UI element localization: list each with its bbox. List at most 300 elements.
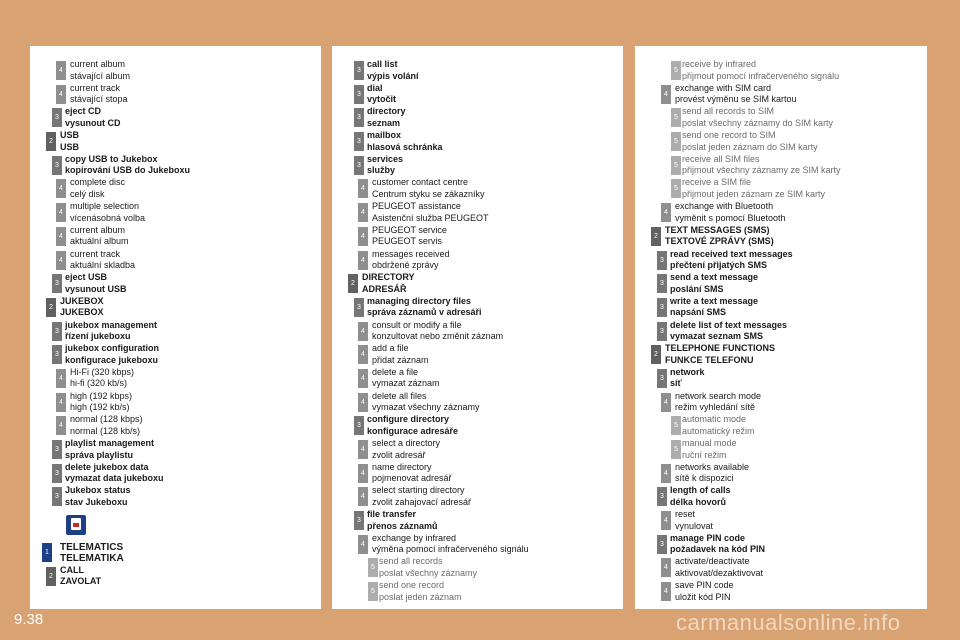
menu-item (635, 153, 927, 177)
menu-item (332, 437, 623, 461)
menu-item (332, 105, 623, 129)
menu-item (30, 564, 321, 588)
czech-label: přenos záznamů (367, 520, 438, 531)
czech-label: vymazat seznam SMS (670, 331, 764, 342)
czech-label: požadavek na kód PIN (670, 544, 766, 555)
level-badge: 4 (358, 322, 368, 341)
menu-item (635, 200, 927, 224)
menu-item-text (367, 130, 443, 153)
czech-label: přijmout všechny záznamy ze SIM karty (682, 165, 841, 176)
english-label: USB (60, 130, 80, 141)
czech-label: konfigurace jukeboxu (65, 354, 159, 365)
level-badge: 4 (358, 464, 368, 483)
english-label: TEXT MESSAGES (SMS) (665, 224, 770, 235)
czech-label: Asistenční služba PEUGEOT (372, 212, 489, 223)
menu-item (635, 508, 927, 532)
czech-label: aktuální album (70, 236, 129, 247)
menu-item (30, 224, 321, 248)
english-label: DIRECTORY (362, 272, 415, 283)
level-badge: 3 (657, 487, 667, 506)
english-label: consult or modify a file (372, 319, 462, 330)
level-badge: 1 (42, 543, 52, 562)
menu-item-text (372, 343, 429, 366)
menu-item (332, 366, 623, 390)
menu-item-text (372, 485, 471, 508)
english-label: send a text message (670, 272, 759, 283)
czech-label: obdržené zprávy (372, 260, 439, 270)
level-badge: 3 (52, 464, 62, 483)
english-label: multiple selection (70, 201, 140, 212)
czech-label: správa záznamů v adresáři (367, 307, 482, 318)
menu-item (635, 224, 927, 248)
menu-item-text (372, 462, 452, 485)
page-number: 9.38 (14, 611, 44, 628)
czech-label: ADRESÁŘ (362, 283, 407, 294)
czech-label: celý disk (70, 188, 105, 199)
menu-item (635, 319, 927, 343)
menu-item (635, 342, 927, 366)
menu-item (30, 319, 321, 343)
menu-item (30, 461, 321, 485)
english-label: delete jukebox data (65, 461, 149, 472)
czech-label: konfigurace adresáře (367, 425, 459, 436)
menu-item (30, 129, 321, 153)
menu-item-text (65, 343, 159, 366)
english-label: current album (70, 224, 126, 235)
english-label: exchange with Bluetooth (675, 201, 774, 212)
english-label: customer contact centre (372, 177, 469, 188)
menu-item (635, 366, 927, 390)
czech-label: aktivovat/dezaktivovat (675, 567, 764, 578)
english-label: networks available (675, 461, 750, 472)
czech-label: zvolit adresář (372, 449, 426, 460)
level-badge: 5 (671, 440, 681, 459)
level-badge: 5 (671, 132, 681, 151)
menu-item (30, 105, 321, 129)
menu-item-text (60, 565, 101, 588)
menu-tree (635, 58, 927, 603)
level-badge: 4 (358, 369, 368, 388)
english-label: file transfer (367, 509, 417, 520)
czech-label: normal (128 kb/s) (70, 425, 141, 436)
level-badge: 4 (358, 487, 368, 506)
menu-item-text (372, 249, 450, 272)
czech-label: sítě k dispozici (675, 473, 734, 484)
menu-item-text (70, 225, 129, 248)
menu-item-text (675, 83, 797, 106)
czech-label: Centrum styku se zákazníky (372, 188, 485, 199)
menu-item (332, 319, 623, 343)
czech-label: poslání SMS (670, 283, 724, 294)
menu-item-text (70, 83, 128, 106)
menu-item-text (60, 296, 104, 319)
level-badge: 4 (56, 203, 66, 222)
czech-label: TELEMATIKA (60, 553, 124, 565)
english-label: delete a file (372, 366, 419, 377)
menu-item (30, 413, 321, 437)
czech-label: TEXTOVÉ ZPRÁVY (SMS) (665, 236, 774, 247)
english-label: write a text message (670, 295, 759, 306)
czech-label: vícenásobná volba (70, 212, 146, 223)
menu-item-text (670, 296, 758, 319)
menu-item-text (682, 130, 818, 153)
menu-column-1 (30, 46, 321, 609)
english-label: PEUGEOT service (372, 224, 447, 235)
english-label: playlist management (65, 438, 155, 448)
menu-item-text (372, 225, 447, 248)
menu-item-text (65, 154, 190, 177)
menu-item (635, 461, 927, 485)
english-label: reset (675, 509, 696, 520)
menu-item (332, 579, 623, 603)
menu-item (635, 437, 927, 461)
czech-label: kopírování USB do Jukeboxu (65, 165, 191, 176)
menu-item-text (367, 106, 406, 129)
english-label: receive a SIM file (682, 177, 752, 188)
english-label: call list (367, 59, 398, 69)
menu-item-text (70, 367, 134, 390)
english-label: select starting directory (372, 485, 465, 496)
menu-column-3 (635, 46, 927, 609)
menu-item (332, 532, 623, 556)
menu-item (332, 508, 623, 532)
level-badge: 4 (56, 369, 66, 388)
menu-item (332, 271, 623, 295)
menu-item (635, 105, 927, 129)
level-badge: 4 (358, 203, 368, 222)
menu-item-text (70, 391, 132, 414)
menu-item (30, 153, 321, 177)
czech-label: hlasová schránka (367, 141, 443, 152)
czech-label: aktuální skladba (70, 260, 136, 270)
english-label: normal (128 kbps) (70, 414, 143, 425)
english-label: length of calls (670, 485, 731, 496)
english-label: TELEPHONE FUNCTIONS (665, 343, 776, 354)
menu-item-text (670, 249, 793, 272)
czech-label: správa playlistu (65, 449, 134, 460)
level-badge: 4 (358, 251, 368, 270)
czech-label: délka hovorů (670, 496, 727, 507)
level-badge: 4 (56, 227, 66, 246)
level-badge: 4 (661, 203, 671, 222)
menu-item (635, 271, 927, 295)
menu-item-text (60, 130, 79, 153)
level-badge: 4 (358, 535, 368, 554)
czech-label: vymazat záznam (372, 378, 440, 389)
menu-item-text (367, 509, 438, 532)
english-label: network search mode (675, 390, 762, 401)
level-badge: 3 (354, 85, 364, 104)
level-badge: 4 (56, 61, 66, 80)
english-label: save PIN code (675, 580, 734, 591)
czech-label: přidat záznam (372, 354, 429, 365)
menu-item (635, 484, 927, 508)
menu-item (635, 82, 927, 106)
level-badge: 3 (657, 369, 667, 388)
menu-item-text (367, 154, 403, 177)
menu-item (332, 82, 623, 106)
menu-item-text (665, 343, 775, 366)
level-badge: 4 (661, 558, 671, 577)
menu-item-text (65, 320, 157, 343)
level-badge: 3 (52, 487, 62, 506)
english-label: high (192 kbps) (70, 390, 133, 401)
level-badge: 3 (657, 298, 667, 317)
menu-item (30, 248, 321, 272)
menu-item (635, 555, 927, 579)
czech-label: výpis volání (367, 70, 419, 81)
english-label: current track (70, 82, 121, 93)
level-badge: 3 (52, 274, 62, 293)
level-badge: 2 (46, 132, 56, 151)
english-label: delete list of text messages (670, 319, 788, 330)
english-label: delete all files (372, 390, 427, 401)
czech-label: vytočit (367, 94, 397, 105)
menu-item-text (682, 177, 825, 200)
english-label: receive by infrared (682, 59, 757, 69)
czech-label: poslat jeden záznam (379, 591, 462, 602)
menu-item (332, 342, 623, 366)
english-label: read received text messages (670, 248, 793, 259)
czech-label: přijmout pomocí infračerveného signálu (682, 70, 840, 81)
czech-label: uložit kód PIN (675, 591, 731, 602)
level-badge: 3 (354, 298, 364, 317)
menu-item (30, 437, 321, 461)
level-badge: 4 (358, 179, 368, 198)
level-badge: 5 (671, 416, 681, 435)
english-label: current album (70, 59, 126, 69)
menu-item-text (682, 154, 841, 177)
menu-item-text (682, 438, 737, 461)
level-badge: 4 (56, 179, 66, 198)
menu-item (332, 129, 623, 153)
menu-item-text (372, 320, 503, 343)
menu-item (635, 390, 927, 414)
menu-item (635, 248, 927, 272)
menu-item-text (372, 533, 529, 556)
menu-item (332, 555, 623, 579)
english-label: select a directory (372, 438, 441, 448)
level-badge: 4 (56, 85, 66, 104)
menu-item-text (670, 533, 765, 556)
menu-item (332, 224, 623, 248)
level-badge: 2 (348, 274, 358, 293)
menu-item (332, 484, 623, 508)
english-label: managing directory files (367, 295, 472, 306)
level-badge: 4 (358, 345, 368, 364)
level-badge: 3 (52, 322, 62, 341)
english-label: send one record to SIM (682, 130, 776, 141)
czech-label: vyměnit s pomocí Bluetooth (675, 212, 786, 223)
level-badge: 4 (56, 251, 66, 270)
english-label: directory (367, 106, 406, 117)
level-badge: 4 (661, 511, 671, 530)
czech-label: služby (367, 165, 396, 176)
czech-label: řízení jukeboxu (65, 331, 131, 342)
menu-item-text (65, 272, 127, 295)
level-badge: 5 (671, 156, 681, 175)
english-label: PEUGEOT assistance (372, 201, 461, 212)
english-label: name directory (372, 461, 432, 472)
menu-item-text (367, 296, 482, 319)
menu-item-text (670, 367, 705, 390)
english-label: TELEMATICS (60, 542, 124, 554)
czech-label: poslat všechny záznamy do SIM karty (682, 117, 834, 128)
level-badge: 3 (52, 440, 62, 459)
english-label: eject CD (65, 106, 102, 117)
english-label: automatic mode (682, 414, 747, 425)
menu-item-text (372, 367, 440, 390)
czech-label: provést výměnu se SIM kartou (675, 94, 797, 105)
menu-item (30, 390, 321, 414)
menu-item (332, 58, 623, 82)
menu-item (635, 413, 927, 437)
menu-item-text (65, 462, 164, 485)
czech-label: síť (670, 378, 682, 389)
menu-item-text (379, 580, 462, 603)
english-label: send all records to SIM (682, 106, 775, 117)
czech-label: JUKEBOX (60, 307, 104, 318)
english-label: jukebox management (65, 319, 158, 330)
menu-item-text (675, 391, 761, 414)
english-label: copy USB to Jukebox (65, 153, 158, 164)
english-label: eject USB (65, 272, 108, 283)
english-label: complete disc (70, 177, 126, 188)
english-label: current track (70, 248, 121, 259)
level-badge: 3 (354, 108, 364, 127)
menu-item (332, 248, 623, 272)
english-label: manual mode (682, 438, 737, 448)
level-badge: 3 (354, 61, 364, 80)
english-label: configure directory (367, 414, 450, 425)
watermark: carmanualsonline.info (676, 610, 901, 635)
level-badge: 5 (368, 558, 378, 577)
menu-item-text (70, 177, 125, 200)
menu-item (635, 129, 927, 153)
english-label: Jukebox status (65, 485, 131, 496)
menu-item-text (70, 201, 145, 224)
czech-label: stávající stopa (70, 94, 128, 105)
menu-item (635, 532, 927, 556)
czech-label: přijmout jeden záznam ze SIM karty (682, 188, 826, 199)
czech-label: USB (60, 141, 80, 152)
english-label: send one record (379, 580, 445, 591)
menu-item (30, 200, 321, 224)
english-label: add a file (372, 343, 409, 354)
menu-item-text (670, 485, 731, 508)
english-label: activate/deactivate (675, 556, 750, 567)
english-label: dial (367, 82, 383, 93)
menu-item-text (70, 249, 135, 272)
level-badge: 5 (671, 179, 681, 198)
directory-logo-row (30, 508, 321, 540)
level-badge: 4 (56, 416, 66, 435)
english-label: services (367, 153, 404, 164)
menu-item-text (675, 462, 749, 485)
level-badge: 5 (671, 61, 681, 80)
czech-label: přečtení přijatých SMS (670, 260, 768, 270)
czech-label: poslat všechny záznamy (379, 567, 478, 578)
menu-item (30, 271, 321, 295)
english-label: exchange by infrared (372, 532, 457, 543)
menu-item-text (70, 414, 143, 437)
menu-item-text (675, 201, 786, 224)
level-badge: 3 (354, 156, 364, 175)
menu-item-text (362, 272, 415, 295)
level-badge: 4 (358, 440, 368, 459)
level-badge: 4 (661, 85, 671, 104)
czech-label: PEUGEOT servis (372, 236, 442, 247)
level-badge: 4 (358, 227, 368, 246)
menu-item (30, 484, 321, 508)
menu-item-text (675, 580, 734, 603)
czech-label: vysunout USB (65, 283, 127, 294)
menu-item-text (379, 556, 477, 579)
menu-item (332, 461, 623, 485)
directory-book-icon (66, 515, 86, 535)
menu-item-text (65, 485, 131, 508)
menu-item-text (372, 177, 485, 200)
czech-label: konzultovat nebo změnit záznam (372, 331, 504, 342)
level-badge: 2 (651, 345, 661, 364)
menu-item (30, 82, 321, 106)
czech-label: výměna pomocí infračerveného signálu (372, 544, 529, 555)
czech-label: seznam (367, 117, 401, 128)
english-label: CALL (60, 564, 84, 575)
menu-item-text (675, 556, 763, 579)
english-label: mailbox (367, 130, 402, 141)
menu-column-2 (332, 46, 623, 609)
level-badge: 2 (46, 567, 56, 586)
menu-item (30, 58, 321, 82)
level-badge: 4 (56, 393, 66, 412)
level-badge: 2 (46, 298, 56, 317)
menu-item-text (372, 201, 489, 224)
english-label: exchange with SIM card (675, 82, 772, 93)
level-badge: 3 (657, 251, 667, 270)
menu-item-text (670, 272, 758, 295)
menu-item-text (367, 59, 419, 82)
menu-item (332, 200, 623, 224)
menu-item (332, 390, 623, 414)
menu-item (635, 295, 927, 319)
level-badge: 4 (358, 393, 368, 412)
menu-item (635, 58, 927, 82)
level-badge: 3 (354, 416, 364, 435)
menu-item (30, 540, 321, 564)
english-label: send all records (379, 556, 443, 567)
menu-item (30, 295, 321, 319)
czech-label: stav Jukeboxu (65, 496, 128, 507)
english-label: Hi-Fi (320 kbps) (70, 366, 135, 377)
level-badge: 3 (657, 274, 667, 293)
menu-item (635, 176, 927, 200)
czech-label: high (192 kb/s) (70, 402, 130, 413)
level-badge: 2 (651, 227, 661, 246)
level-badge: 3 (354, 132, 364, 151)
czech-label: hi-fi (320 kb/s) (70, 378, 128, 389)
menu-item-text (372, 438, 440, 461)
menu-item-text (70, 59, 130, 82)
english-label: JUKEBOX (60, 295, 104, 306)
menu-item (332, 413, 623, 437)
czech-label: pojmenovat adresář (372, 473, 452, 484)
english-label: network (670, 366, 705, 377)
menu-item (30, 342, 321, 366)
czech-label: poslat jeden záznam do SIM karty (682, 141, 818, 152)
menu-item-text (372, 391, 480, 414)
menu-item-text (367, 414, 458, 437)
